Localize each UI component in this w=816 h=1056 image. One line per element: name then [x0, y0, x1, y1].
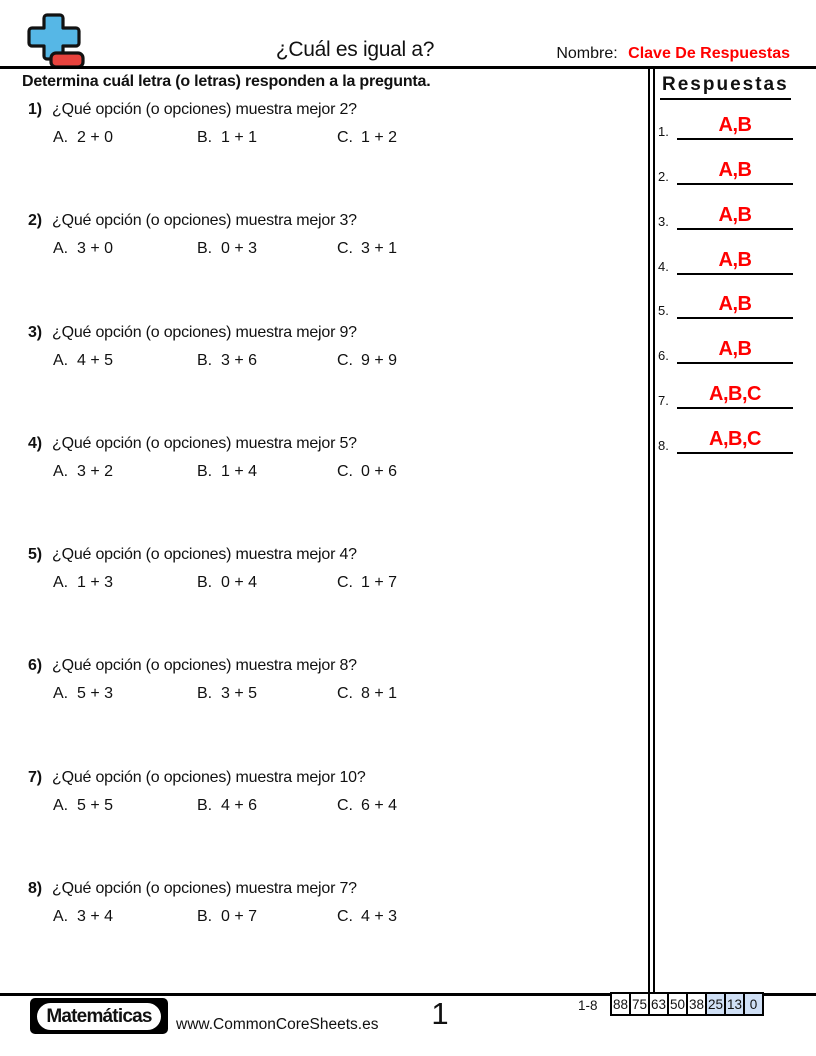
score-cell: 75: [629, 992, 650, 1016]
option-c: C. 9 + 9: [337, 352, 398, 369]
answer-number: 1.: [658, 124, 669, 139]
option-a: A. 4 + 5: [53, 352, 114, 369]
question-text: ¿Qué opción (o opciones) muestra mejor 5?: [52, 435, 357, 452]
answer-row-2: [658, 155, 794, 185]
answer-number: 5.: [658, 303, 669, 318]
answer-blank: [677, 426, 793, 454]
answer-row-1: [658, 110, 794, 140]
question-text: ¿Qué opción (o opciones) muestra mejor 4?: [52, 546, 357, 563]
option-a: A. 5 + 5: [53, 797, 114, 814]
question-1: [28, 101, 640, 149]
score-cell: 0: [743, 992, 764, 1016]
question-text: ¿Qué opción (o opciones) muestra mejor 8?: [52, 657, 357, 674]
score-cell: 88: [610, 992, 631, 1016]
question-number: 3): [28, 324, 42, 341]
answer-row-3: [658, 200, 794, 230]
question-text: ¿Qué opción (o opciones) muestra mejor 7?: [52, 880, 357, 897]
answer-blank: [677, 247, 793, 275]
answer-row-5: [658, 289, 794, 319]
option-c: C. 1 + 2: [337, 129, 398, 146]
option-a: A. 3 + 0: [53, 240, 114, 257]
answer-number: 3.: [658, 214, 669, 229]
score-cell: 63: [648, 992, 669, 1016]
answer-blank: [677, 112, 793, 140]
answer-number: 7.: [658, 393, 669, 408]
question-number: 7): [28, 769, 42, 786]
answer-number: 6.: [658, 348, 669, 363]
question-7: [28, 769, 640, 817]
name-row: [556, 45, 790, 63]
answer-number: 2.: [658, 169, 669, 184]
answer-row-7: [658, 379, 794, 409]
question-5: [28, 546, 640, 594]
answer-value: A,B,C: [709, 428, 761, 450]
answer-value: A,B: [718, 293, 752, 315]
option-c: C. 8 + 1: [337, 685, 398, 702]
answer-row-6: [658, 334, 794, 364]
answer-value: A,B: [718, 114, 752, 136]
option-a: A. 5 + 3: [53, 685, 114, 702]
answer-blank: [677, 291, 793, 319]
option-c: C. 4 + 3: [337, 908, 398, 925]
question-text: ¿Qué opción (o opciones) muestra mejor 10?: [52, 769, 366, 786]
question-text: ¿Qué opción (o opciones) muestra mejor 3?: [52, 212, 357, 229]
option-c: C. 1 + 7: [337, 574, 398, 591]
answer-blank: [677, 157, 793, 185]
question-3: [28, 324, 640, 372]
option-b: B. 3 + 6: [197, 352, 258, 369]
name-label: Nombre:: [556, 45, 618, 62]
option-b: B. 0 + 3: [197, 240, 258, 257]
answers-divider: [648, 69, 655, 993]
option-b: B. 0 + 7: [197, 908, 258, 925]
answer-blank: [677, 381, 793, 409]
option-c: C. 6 + 4: [337, 797, 398, 814]
question-2: [28, 212, 640, 260]
option-a: A. 3 + 4: [53, 908, 114, 925]
option-b: B. 1 + 4: [197, 463, 258, 480]
question-6: [28, 657, 640, 705]
option-b: B. 4 + 6: [197, 797, 258, 814]
answer-value: A,B: [718, 338, 752, 360]
answer-value: A,B,C: [709, 383, 761, 405]
question-number: 2): [28, 212, 42, 229]
question-4: [28, 435, 640, 483]
question-number: 1): [28, 101, 42, 118]
score-cell: 25: [705, 992, 726, 1016]
question-number: 8): [28, 880, 42, 897]
option-b: B. 3 + 5: [197, 685, 258, 702]
page-number: 1: [431, 996, 449, 1031]
score-cell: 13: [724, 992, 745, 1016]
question-number: 4): [28, 435, 42, 452]
answer-row-8: [658, 424, 794, 454]
question-text: ¿Qué opción (o opciones) muestra mejor 2?: [52, 101, 357, 118]
website-url: www.CommonCoreSheets.es: [176, 1016, 379, 1033]
option-c: C. 0 + 6: [337, 463, 398, 480]
question-8: [28, 880, 640, 928]
name-value: Clave De Respuestas: [628, 45, 790, 62]
plus-minus-math-icon: [26, 12, 86, 70]
option-c: C. 3 + 1: [337, 240, 398, 257]
answer-number: 8.: [658, 438, 669, 453]
question-number: 6): [28, 657, 42, 674]
option-a: A. 3 + 2: [53, 463, 114, 480]
score-cell: 50: [667, 992, 688, 1016]
option-b: B. 0 + 4: [197, 574, 258, 591]
header-divider: [0, 66, 816, 69]
answer-number: 4.: [658, 259, 669, 274]
score-range-label: 1-8: [578, 998, 598, 1013]
question-number: 5): [28, 546, 42, 563]
brand-logo: [30, 998, 168, 1034]
score-cell: 38: [686, 992, 707, 1016]
answer-value: A,B: [718, 204, 752, 226]
answer-blank: [677, 336, 793, 364]
option-a: A. 1 + 3: [53, 574, 114, 591]
answer-row-4: [658, 245, 794, 275]
answer-value: A,B: [718, 159, 752, 181]
answer-value: A,B: [718, 249, 752, 271]
option-a: A. 2 + 0: [53, 129, 114, 146]
answer-blank: [677, 202, 793, 230]
worksheet-title: ¿Cuál es igual a?: [275, 38, 435, 61]
answers-panel-title: Respuestas: [660, 74, 791, 100]
score-table: [610, 992, 764, 1016]
question-text: ¿Qué opción (o opciones) muestra mejor 9?: [52, 324, 357, 341]
brand-name: Matemáticas: [37, 1003, 160, 1030]
instruction-text: Determina cuál letra (o letras) responden a la pregunta.: [22, 73, 431, 90]
option-b: B. 1 + 1: [197, 129, 258, 146]
